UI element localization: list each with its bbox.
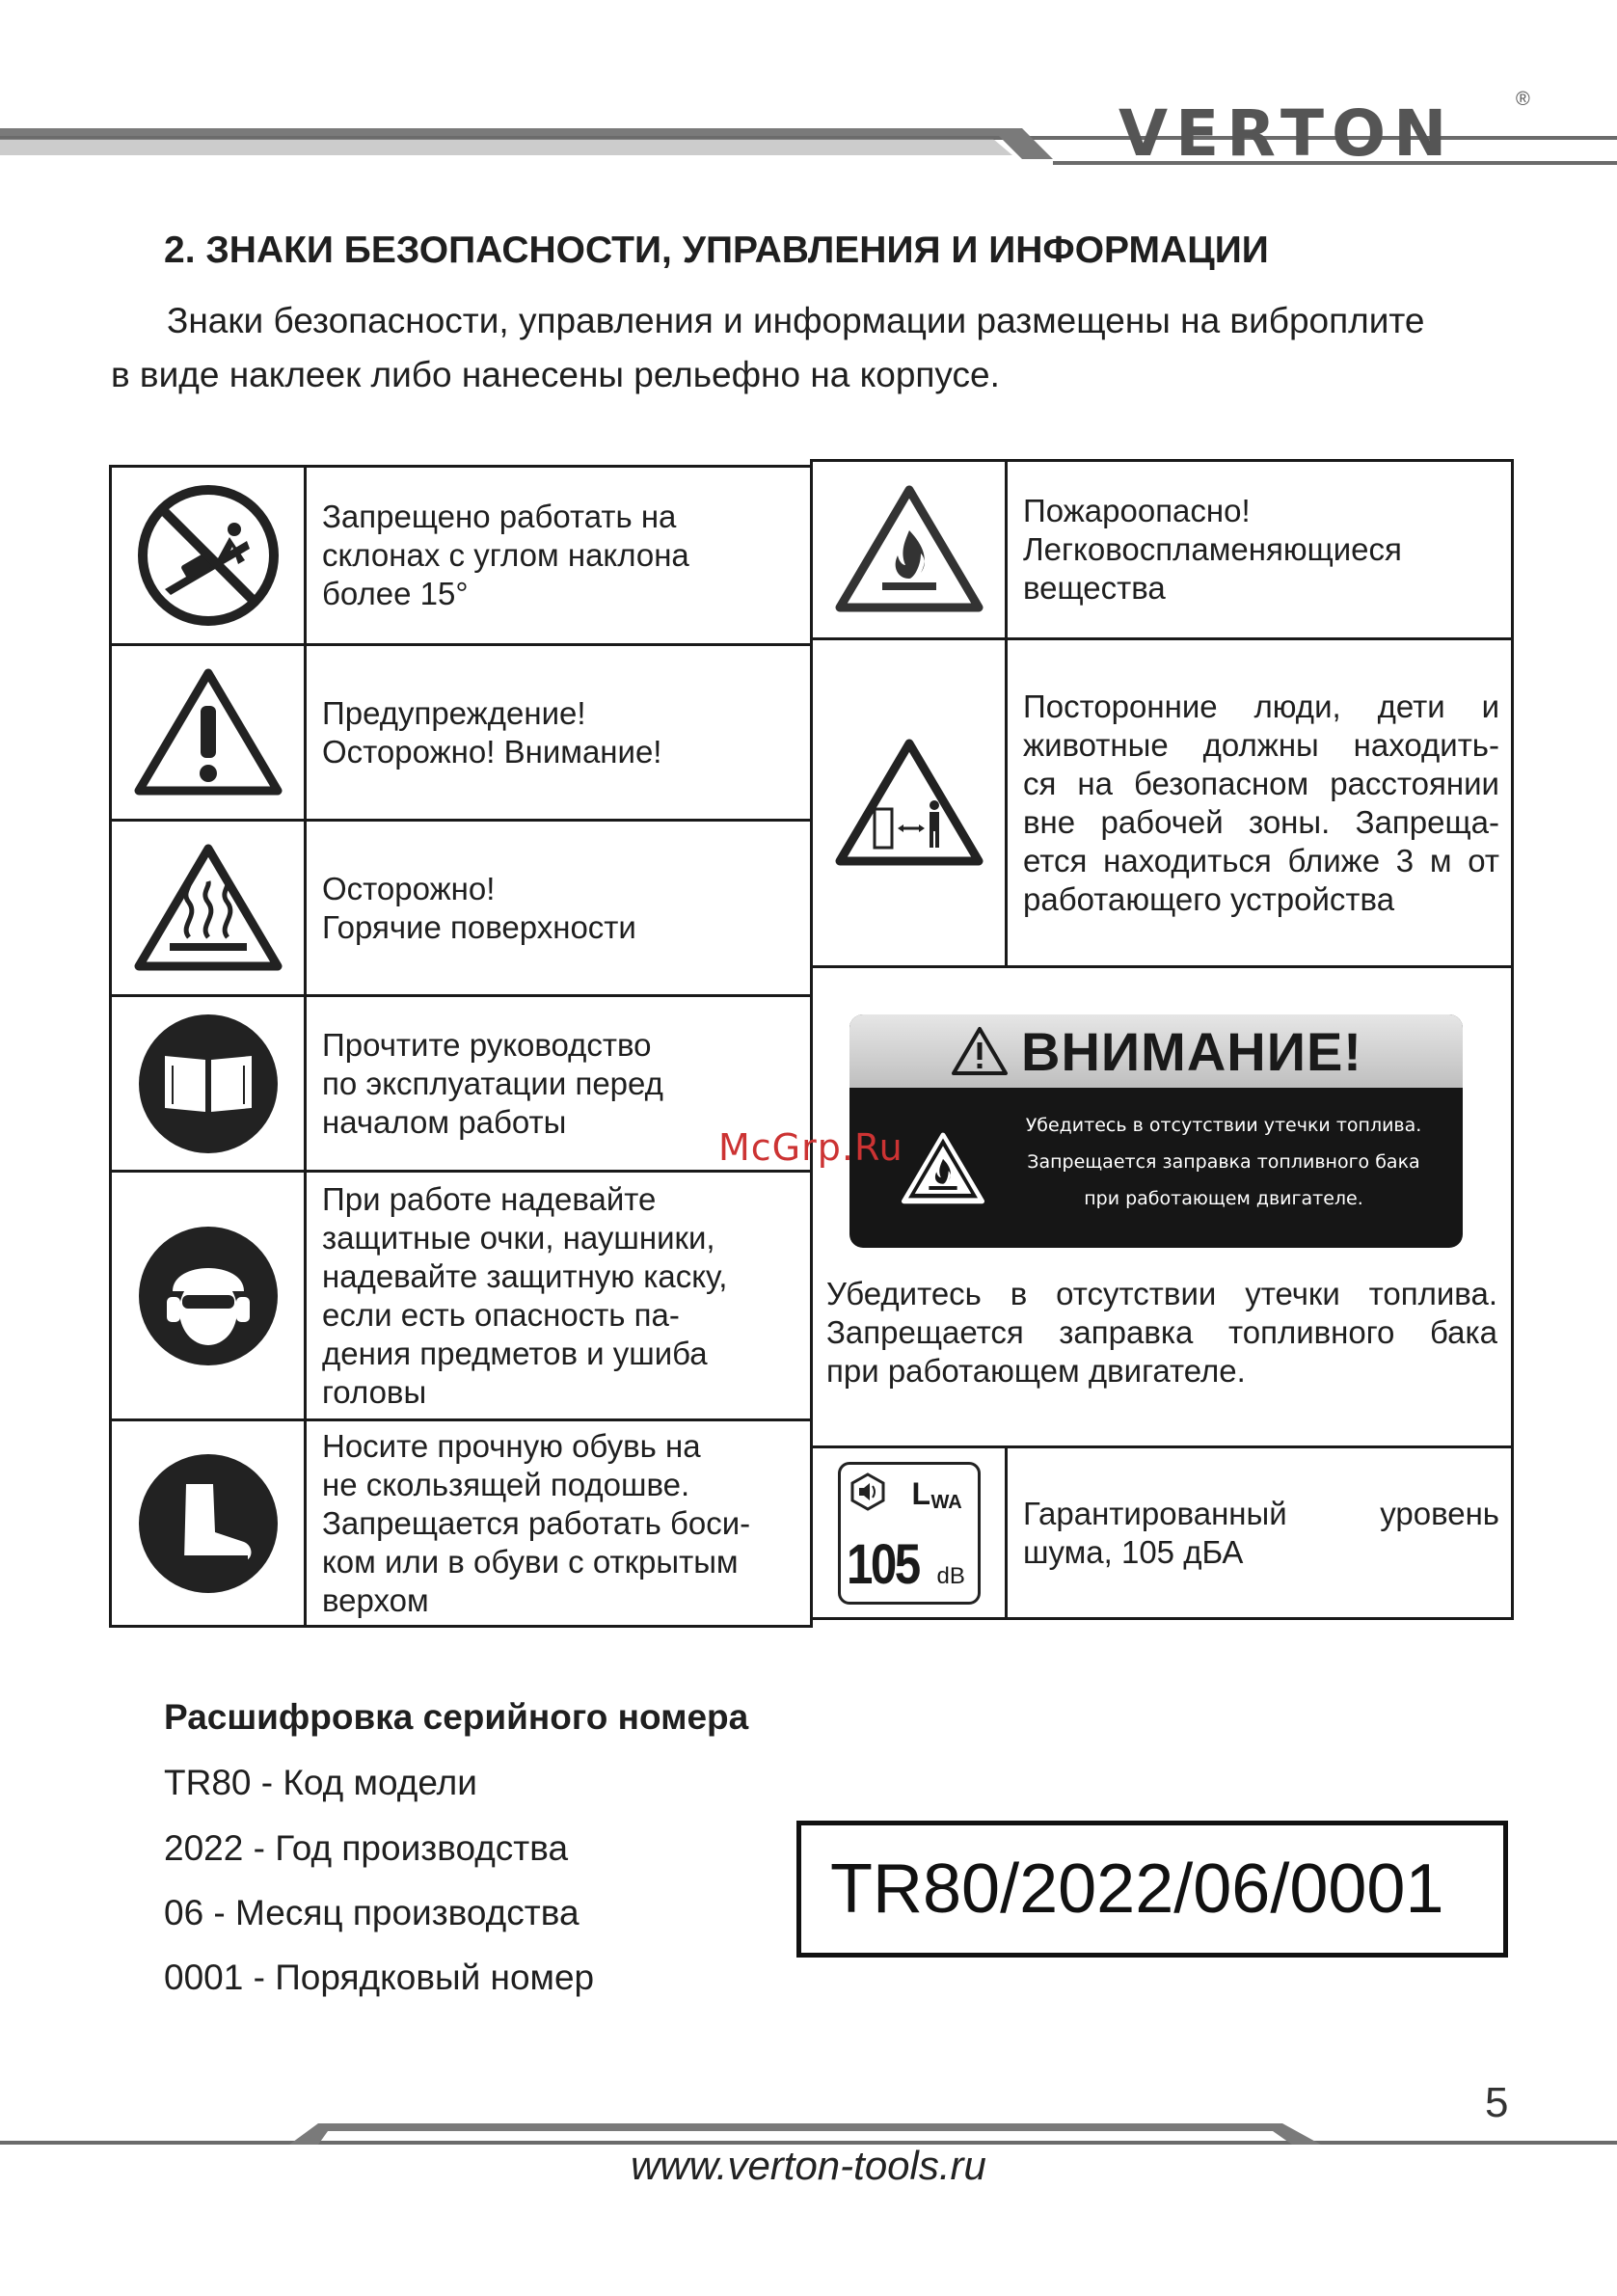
sign-text-line: Пожароопасно! [1023, 493, 1251, 528]
sign-row-manual [112, 994, 810, 1170]
protective-gear-icon [112, 1173, 307, 1418]
sign-text-line: Гарантированный уровень [1023, 1495, 1499, 1531]
sign-row-noise [813, 1445, 1511, 1617]
sign-text-line: Запрещается заправка топливного бака [826, 1314, 1497, 1350]
sign-text-line: Посторонние люди, дети и [1023, 688, 1499, 724]
sign-text-line: Убедитесь в отсутствии утечки топлива. [826, 1276, 1497, 1311]
serial-line: TR80 - Код модели [164, 1763, 477, 1802]
safety-boot-icon [112, 1421, 307, 1625]
brand-logo [1118, 95, 1523, 174]
page-number: 5 [1485, 2079, 1509, 2126]
sign-text-line: при работающем двигателе. [826, 1353, 1246, 1389]
sign-row-fuel [813, 965, 1511, 1445]
serial-title: Расшифровка серийного номера [164, 1697, 749, 1737]
sign-text-line: животные должны находить- [1023, 726, 1499, 763]
intro-line-1: Знаки безопасности, управления и информации размещены на виброплите [167, 301, 1425, 340]
section-intro [111, 294, 1519, 402]
speaker-icon [849, 1472, 887, 1511]
sign-text-line: Прочтите руководство [322, 1026, 652, 1063]
sign-text-line: дения предметов и ушиба [322, 1335, 708, 1371]
sign-text-line: по эксплуатации перед [322, 1065, 663, 1101]
serial-example-box [796, 1821, 1508, 1958]
serial-line: 2022 - Год производства [164, 1828, 569, 1868]
right-signs-table [810, 459, 1514, 1620]
attention-body-line: Убедитесь в отсутствии утечки топлива. [1025, 1115, 1422, 1136]
sign-text-line: Предупреждение! [322, 694, 586, 731]
sign-text-line: ся на безопасном расстоянии [1023, 765, 1499, 801]
sign-row-distance [813, 637, 1511, 965]
sign-text-line: Запрещается работать боси- [322, 1504, 751, 1541]
attention-body-line: Запрещается заправка топливного бака [1027, 1151, 1420, 1173]
registered-mark: ® [1516, 89, 1530, 110]
hot-surface-icon [112, 822, 307, 994]
sign-text-line: Осторожно! Внимание! [322, 733, 662, 770]
flammable-icon [813, 462, 1008, 637]
sign-row-warning [112, 643, 810, 819]
sign-row-flammable [813, 462, 1511, 637]
section-title: 2. ЗНАКИ БЕЗОПАСНОСТИ, УПРАВЛЕНИЯ И ИНФОРМАЦИИ [164, 230, 1269, 271]
attention-body-line: при работающем двигателе. [1084, 1188, 1363, 1209]
sign-text-line: началом работы [322, 1103, 567, 1140]
sign-text-line: верхом [322, 1581, 429, 1618]
sign-text-line: более 15° [322, 576, 469, 611]
sign-row-gear [112, 1170, 810, 1418]
keep-distance-icon [813, 640, 1008, 965]
sign-text-line: если есть опасность па- [322, 1296, 680, 1333]
watermark: McGrp.Ru [718, 1126, 903, 1169]
sign-text-line: вне рабочей зоны. Запреща- [1023, 803, 1499, 840]
sign-text-line: склонах с углом наклона [322, 537, 689, 573]
sign-text-line: защитные очки, наушники, [322, 1219, 715, 1256]
sign-row-boots [112, 1418, 810, 1625]
sign-text-line: ется находиться ближе 3 м от [1023, 842, 1499, 878]
noise-badge-unit: dB [936, 1562, 965, 1589]
flammable-icon [900, 1130, 986, 1207]
serial-example: TR80/2022/06/0001 [830, 1850, 1444, 1928]
attention-label [849, 1014, 1463, 1248]
sign-text-line: вещества [1023, 570, 1166, 606]
sign-row-hot [112, 819, 810, 994]
left-signs-table [109, 465, 813, 1628]
warning-triangle-icon [950, 1025, 1010, 1077]
read-manual-icon [112, 997, 307, 1170]
noise-badge-value: 105 [846, 1532, 919, 1596]
brand-name: VERTON [1118, 96, 1455, 171]
sign-text-line: надевайте защитную каску, [322, 1257, 728, 1294]
sign-row-slope [112, 468, 810, 643]
warning-exclamation-icon [112, 646, 307, 819]
attention-heading: ВНИМАНИЕ! [1021, 1020, 1362, 1082]
intro-line-2: в виде наклеек либо нанесены рельефно на корпусе. [111, 355, 1000, 394]
attention-heading-bar [849, 1014, 1463, 1088]
sign-text-line: шума, 105 дБА [1023, 1533, 1244, 1570]
sign-text-line: Осторожно! [322, 870, 496, 906]
sign-text-line: Носите прочную обувь на [322, 1427, 701, 1464]
sign-text-line: ком или в обуви с открытым [322, 1543, 739, 1580]
serial-line: 06 - Месяц производства [164, 1893, 579, 1932]
sign-text-line: Горячие поверхности [322, 908, 636, 945]
sign-text-line: не скользящей подошве. [322, 1466, 690, 1502]
noise-badge [838, 1462, 981, 1605]
no-slope-icon [112, 468, 307, 643]
noise-level-icon [813, 1448, 1008, 1617]
sign-text-line: головы [322, 1373, 427, 1410]
sign-text-line: Запрещено работать на [322, 499, 677, 534]
noise-badge-sub: WA [930, 1491, 962, 1513]
fuel-warning-text [826, 1275, 1497, 1391]
serial-line: 0001 - Порядковый номер [164, 1958, 595, 1997]
website-url[interactable]: www.verton-tools.ru [631, 2143, 986, 2188]
sign-text-line: Легковоспламеняющиеся [1023, 531, 1402, 567]
noise-badge-label: L [911, 1475, 931, 1511]
sign-text-line: работающего устройства [1023, 880, 1395, 917]
sign-text-line: При работе надевайте [322, 1180, 657, 1217]
